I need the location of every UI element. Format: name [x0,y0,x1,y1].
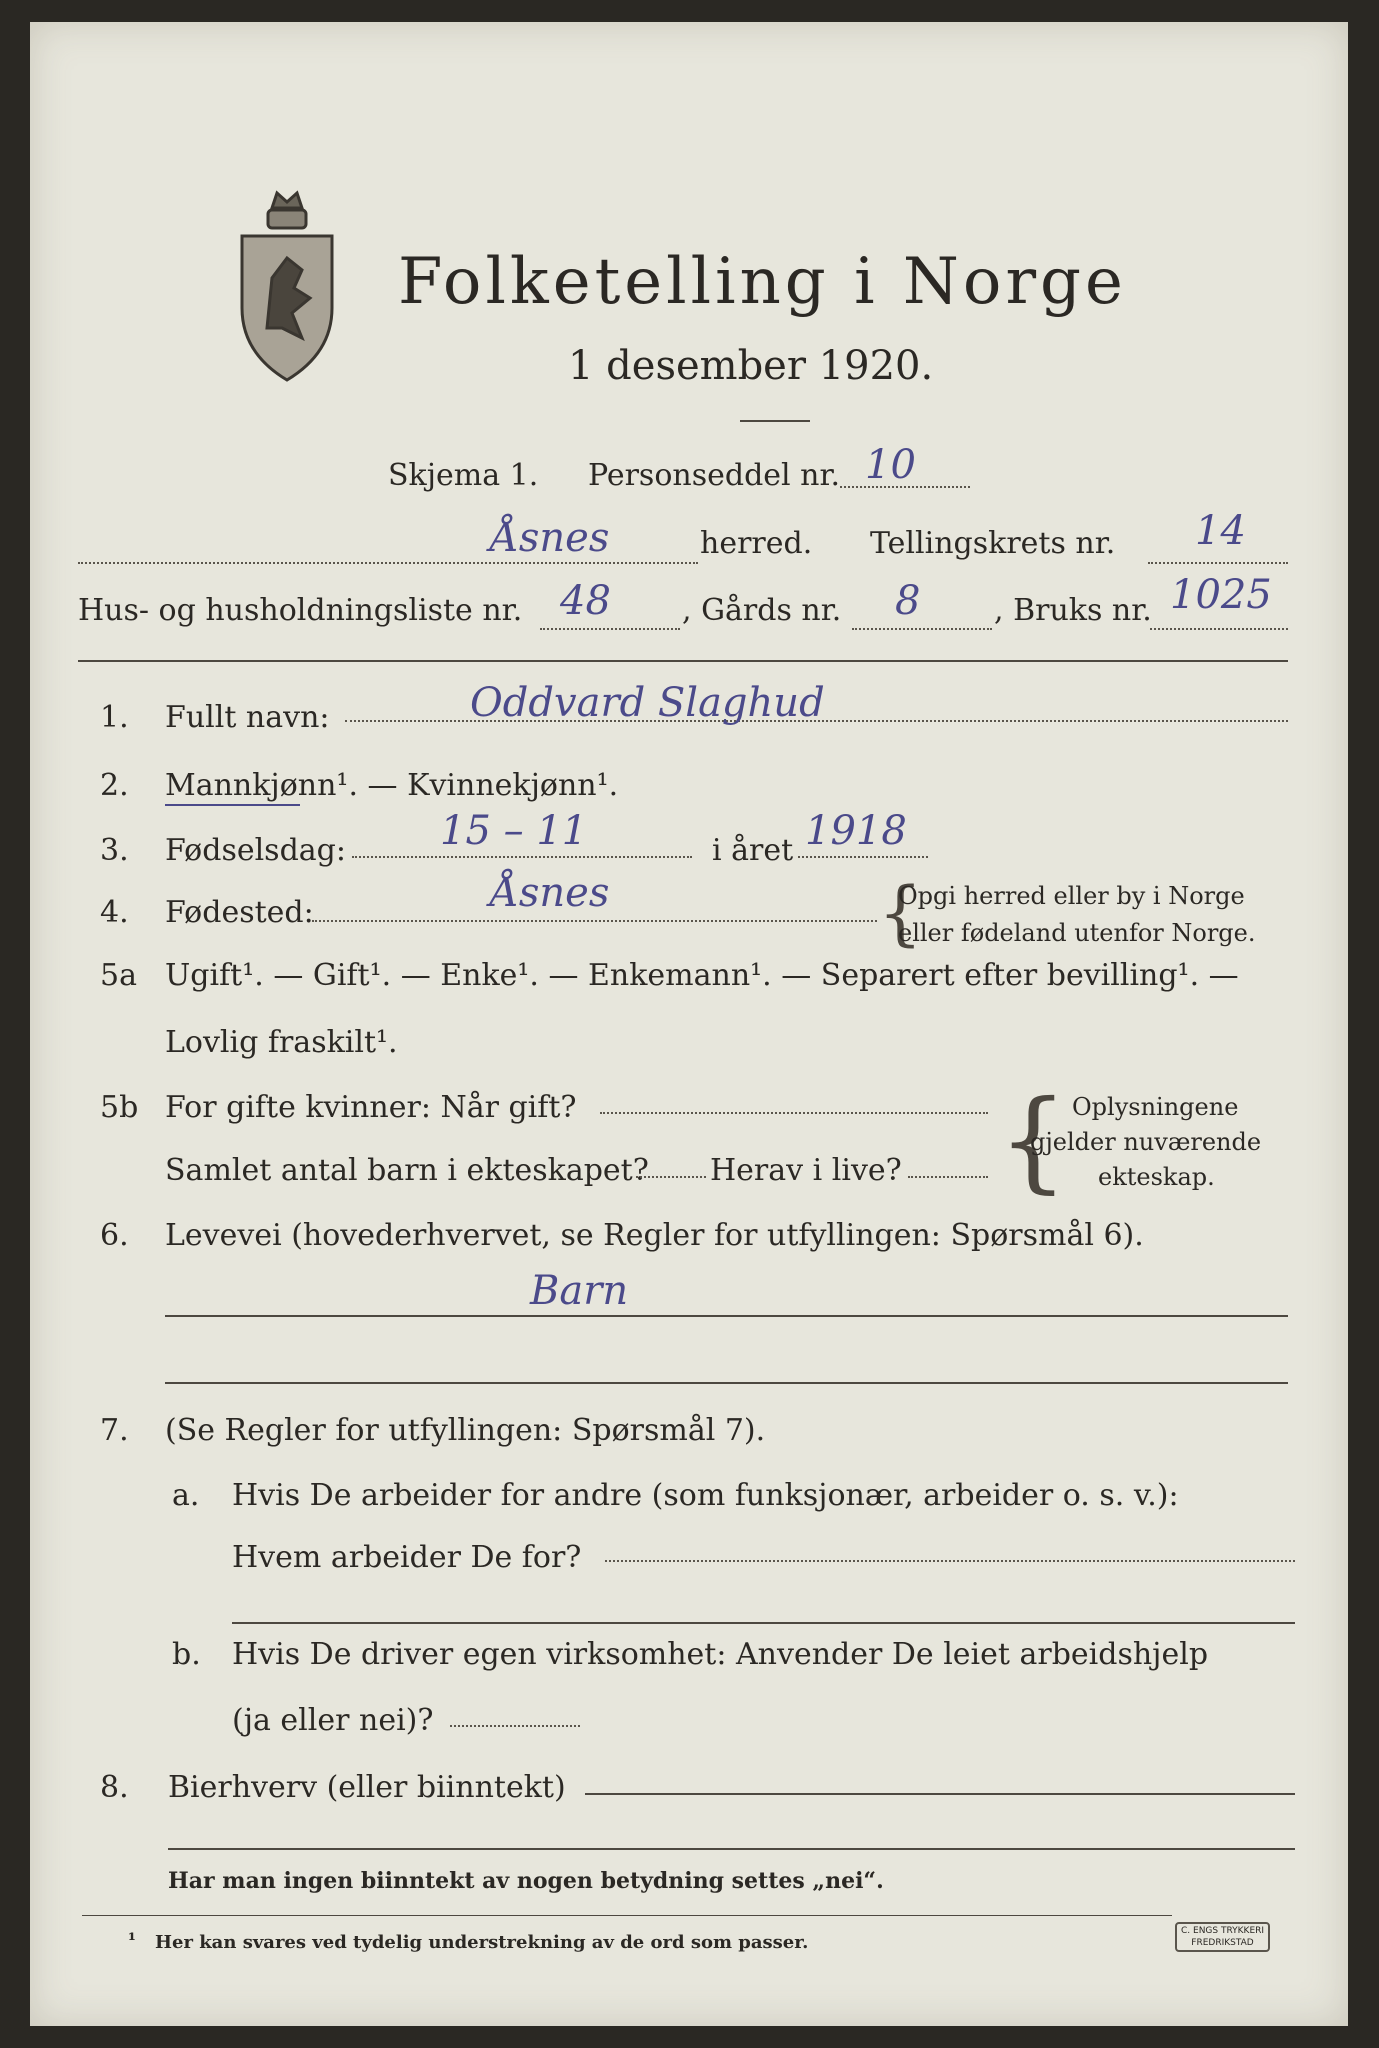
employer-field-line [605,1560,1295,1562]
q6-label: Levevei (hovederhvervet, se Regler for utfyllingen: Spørsmål 6). [165,1218,1144,1253]
personseddel-value[interactable]: 10 [865,442,916,488]
q7b-yes-no-label: (ja eller nei)? [232,1703,434,1738]
q7-number: 7. [100,1413,129,1448]
bruks-field-line [1150,628,1288,630]
tellingskrets-field-line [1148,562,1288,564]
census-date: 1 desember 1920. [568,343,934,389]
q3-label: Fødselsdag: [165,833,346,868]
q7a-letter: a. [172,1478,200,1513]
mannkjonn-underline [165,804,300,806]
children-alive-field-line [908,1176,988,1178]
gards-value[interactable]: 8 [895,578,921,624]
q8-number: 8. [100,1770,129,1805]
census-form [30,22,1348,2026]
q5a-number: 5a [100,958,137,993]
header-separator [78,660,1288,662]
skjema-label: Skjema 1. [388,458,539,493]
q5a-options-line2: Lovlig fraskilt¹. [165,1025,398,1060]
employer-line-2 [232,1622,1295,1624]
q4-note-line2: eller fødeland utenfor Norge. [898,919,1256,947]
birthplace-value[interactable]: Åsnes [490,870,610,916]
birth-year-field-line [798,856,928,858]
form-title: Folketelling i Norge [398,245,1127,319]
q5b-note-line2: gjelder nuværende [1030,1128,1262,1156]
herred-value[interactable]: Åsnes [490,515,610,561]
birthdate-value[interactable]: 15 – 11 [440,808,588,854]
q4-label: Fødested: [165,895,314,930]
q3-number: 3. [100,833,129,868]
tellingskrets-value[interactable]: 14 [1195,508,1246,554]
side-income-line-2 [168,1848,1295,1850]
q1-label: Fullt navn: [165,700,330,735]
q4-note-brace: { [878,872,923,954]
occupation-value[interactable]: Barn [530,1268,629,1314]
footnote-separator [82,1915,1172,1916]
year-label: i året [712,833,794,868]
q7a-employer-label: Hvem arbeider De for? [232,1540,582,1575]
husholdningsliste-value[interactable]: 48 [560,578,611,624]
q6-number: 6. [100,1218,129,1253]
q7b-letter: b. [172,1637,201,1672]
printer-stamp [1175,1922,1270,1952]
herred-field-line [78,562,698,564]
q7-label: (Se Regler for utfyllingen: Spørsmål 7). [165,1413,766,1448]
birthdate-field-line [352,856,692,858]
q5b-alive-label: Herav i live? [710,1153,902,1188]
q8-label: Bierhverv (eller biinntekt) [168,1770,566,1805]
full-name-value[interactable]: Oddvard Slaghud [470,680,825,726]
q4-number: 4. [100,895,129,930]
q5b-number: 5b [100,1090,139,1125]
occupation-line-1 [165,1315,1288,1317]
tellingskrets-label: Tellingskrets nr. [870,526,1116,561]
q5b-children-label: Samlet antal barn i ekteskapet? [165,1153,649,1188]
bruks-label: , Bruks nr. [994,593,1152,628]
bruks-value[interactable]: 1025 [1170,572,1272,618]
q4-note-line1: Opgi herred eller by i Norge [898,882,1245,910]
q5b-note-line3: ekteskap. [1098,1163,1215,1191]
gards-field-line [852,628,992,630]
children-count-field-line [636,1176,706,1178]
personseddel-label: Personseddel nr. [588,458,841,493]
herred-label: herred. [700,526,813,561]
footnote-mark: ¹ [128,1930,136,1951]
q1-number: 1. [100,700,129,735]
q2-gender-options: Mannkjønn¹. — Kvinnekjønn¹. [165,768,619,803]
birthplace-field-line [312,920,877,922]
married-when-field-line [600,1112,988,1114]
q7a-question: Hvis De arbeider for andre (som funksjonær, arbeider o. s. v.): [232,1478,1179,1513]
norwegian-coat-of-arms-icon [232,188,342,384]
q7b-question: Hvis De driver egen virksomhet: Anvender De leiet arbeidshjelp [232,1637,1209,1672]
birth-year-value[interactable]: 1918 [805,808,907,854]
printer-stamp-line2: FREDRIKSTAD [1191,1938,1254,1948]
gards-label: , Gårds nr. [682,593,842,628]
side-income-note: Har man ingen biinntekt av nogen betydning settes „nei“. [168,1868,884,1894]
printer-stamp-line1: C. ENGS TRYKKERI [1181,1926,1265,1936]
hired-help-field-line [450,1725,580,1727]
q5b-married-when-label: For gifte kvinner: Når gift? [165,1090,577,1125]
title-divider [740,420,810,422]
footnote-text: Her kan svares ved tydelig understrekning av de ord som passer. [155,1932,809,1953]
husholdningsliste-label: Hus- og husholdningsliste nr. [78,593,523,628]
q2-number: 2. [100,768,129,803]
occupation-line-2 [165,1382,1288,1384]
q5a-options-line1: Ugift¹. — Gift¹. — Enke¹. — Enkemann¹. — Separert efter bevilling¹. — [165,958,1239,993]
side-income-field-line [585,1793,1295,1795]
husholdningsliste-field-line [540,628,680,630]
q5b-note-line1: Oplysningene [1072,1093,1239,1121]
q5b-note-brace: { [998,1076,1068,1204]
